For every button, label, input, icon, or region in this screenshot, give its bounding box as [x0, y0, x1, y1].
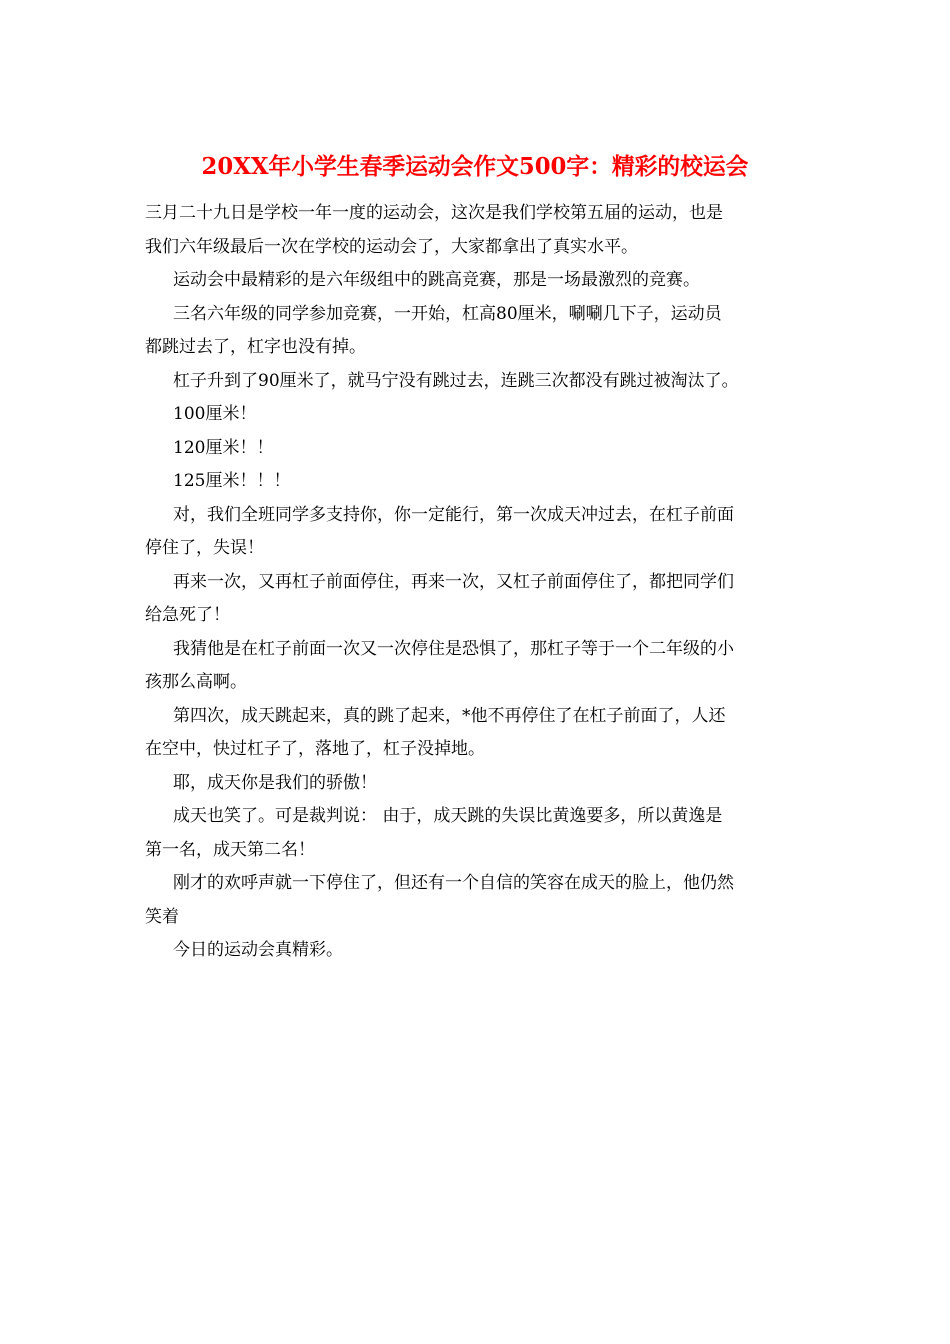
- text-line: 120厘米！！: [173, 437, 274, 458]
- text-line: 第一名，成天第二名！: [145, 839, 315, 860]
- text-line: 孩那么高啊。: [145, 672, 247, 692]
- text-line: 再来一次，又再杠子前面停住，再来一次，又杠子前面停住了，都把同学们: [173, 571, 734, 592]
- text-line: 我猜他是在杠子前面一次又一次停住是恐惧了，那杠子等于一个二年级的小: [173, 638, 734, 659]
- text-line: 第四次，成天跳起来，真的跳了起来，*他不再停住了在杠子前面了，人还: [173, 705, 726, 726]
- document-title: 20XX年小学生春季运动会作文500字：精彩的校运会: [201, 153, 749, 180]
- text-line: 刚才的欢呼声就一下停住了，但还有一个自信的笑容在成天的脸上，他仍然: [173, 873, 734, 893]
- text-line: 我们六年级最后一次在学校的运动会了，大家都拿出了真实水平。: [145, 236, 638, 257]
- document-body: [145, 197, 810, 968]
- text-line: 三名六年级的同学参加竞赛，一开始，杠高80厘米，唰唰几下子，运动员: [173, 303, 722, 324]
- text-line: 100厘米！: [173, 404, 257, 424]
- text-line: 耶，成天你是我们的骄傲！: [173, 772, 377, 793]
- text-line: 停住了，失误！: [145, 538, 264, 558]
- text-line: 对，我们全班同学多支持你，你一定能行，第一次成天冲过去，在杠子前面: [173, 504, 734, 525]
- text-line: 笑着: [145, 906, 179, 927]
- text-line: 成天也笑了。可是裁判说： 由于，成天跳的失误比黄逸要多，所以黄逸是: [173, 806, 723, 826]
- text-line: 杠子升到了90厘米了，就马宁没有跳过去，连跳三次都没有跳过被淘汰了。: [173, 370, 739, 391]
- text-line: 今日的运动会真精彩。: [173, 940, 343, 960]
- text-line: 运动会中最精彩的是六年级组中的跳高竞赛，那是一场最激烈的竞赛。: [173, 270, 700, 290]
- text-line: 在空中，快过杠子了，落地了，杠子没掉地。: [145, 739, 485, 759]
- text-line: 三月二十九日是学校一年一度的运动会，这次是我们学校第五届的运动，也是: [145, 203, 723, 223]
- text-line: 125厘米！！！: [173, 471, 291, 491]
- text-line: 都跳过去了，杠字也没有掉。: [145, 337, 366, 357]
- text-line: 给急死了！: [145, 605, 230, 625]
